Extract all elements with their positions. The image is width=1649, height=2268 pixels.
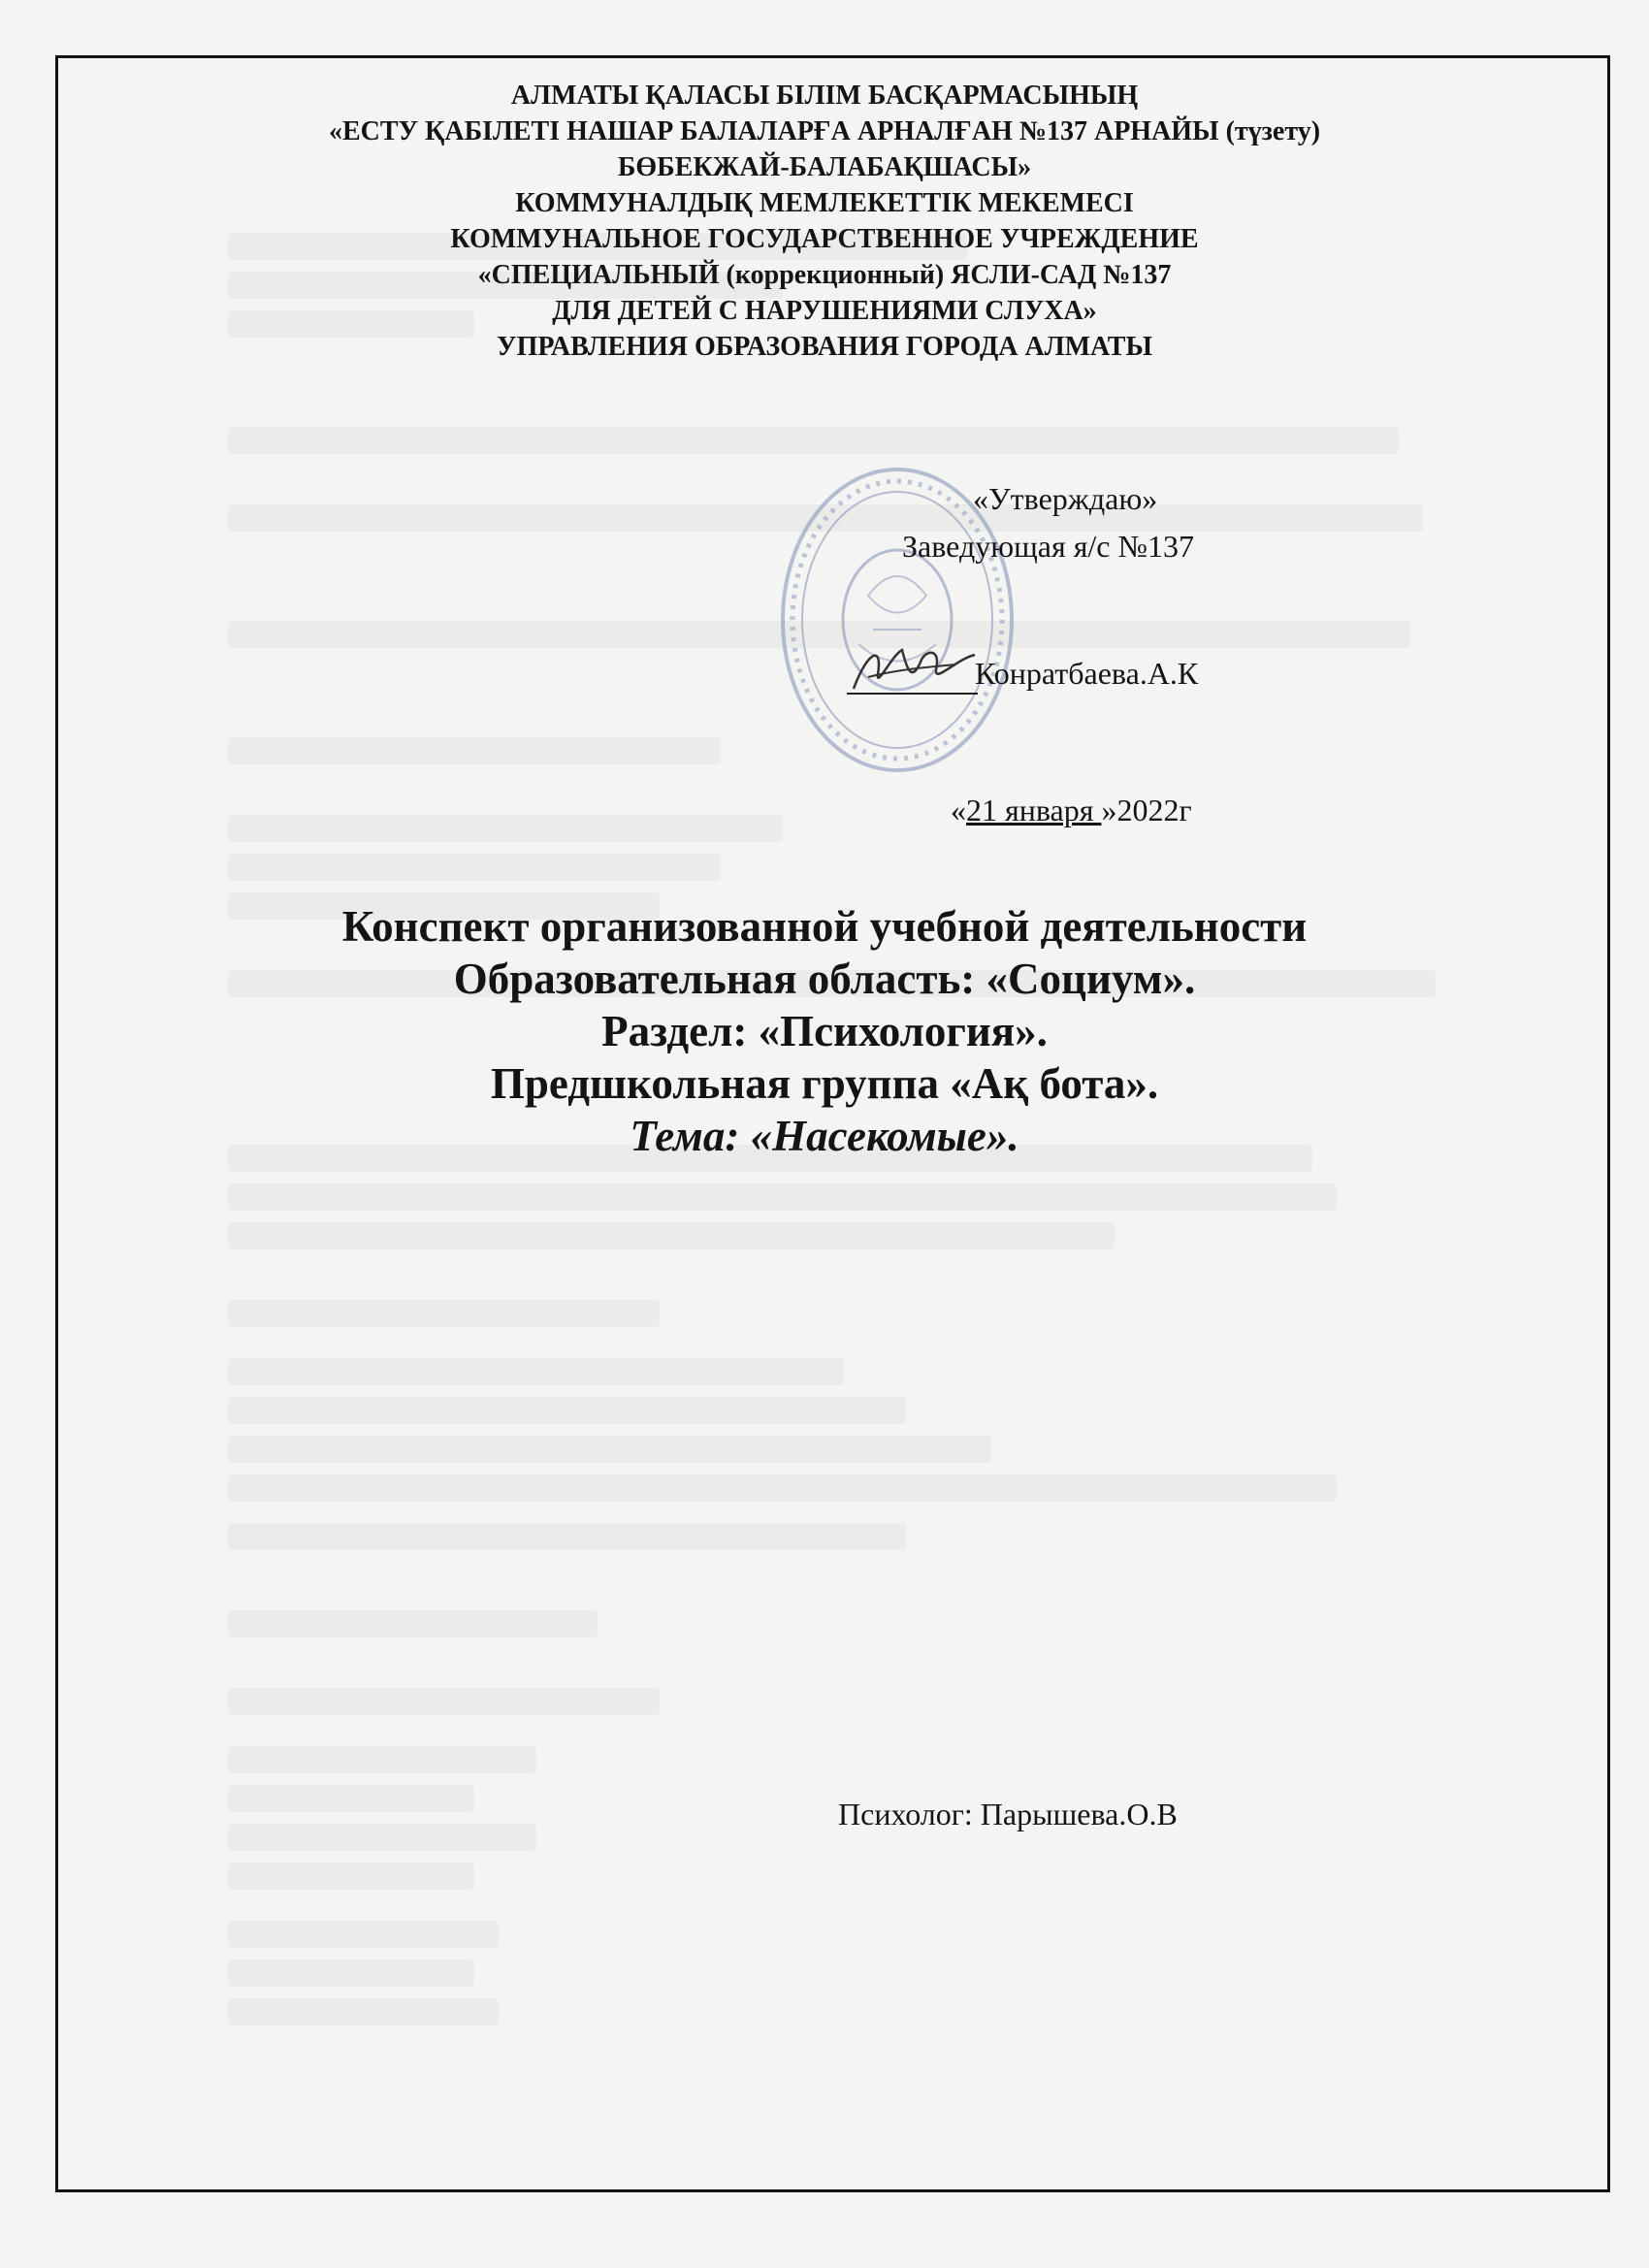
- header-line: «СПЕЦИАЛЬНЫЙ (коррекционный) ЯСЛИ-САД №137: [477, 260, 1172, 290]
- header-line: АЛМАТЫ ҚАЛАСЫ БІЛІМ БАСҚАРМАСЫНЫҢ: [510, 81, 1139, 111]
- header-line: КОММУНАЛДЫҚ МЕМЛЕКЕТТІК МЕКЕМЕСІ: [515, 188, 1134, 218]
- header-line: УПРАВЛЕНИЯ ОБРАЗОВАНИЯ ГОРОДА АЛМАТЫ: [497, 332, 1152, 362]
- approval-position: Заведующая я/с №137: [902, 529, 1195, 564]
- date-underlined: 21 января: [966, 793, 1102, 827]
- header-line: КОММУНАЛЬНОЕ ГОСУДАРСТВЕННОЕ УЧРЕЖДЕНИЕ: [450, 224, 1199, 254]
- approval-name: Конратбаева.А.К: [975, 656, 1199, 691]
- signature-line: [847, 693, 978, 695]
- title-line: Раздел: «Психология».: [601, 1007, 1048, 1055]
- approval-title: «Утверждаю»: [973, 481, 1158, 516]
- document-title: [146, 900, 1504, 1162]
- header-line: БӨБЕКЖАЙ-БАЛАБАҚШАСЫ»: [617, 152, 1032, 182]
- psychologist: Психолог: Парышева.О.В: [838, 1797, 1178, 1831]
- date-open-quote: «: [951, 793, 966, 827]
- title-line: Образовательная область: «Социум».: [453, 955, 1196, 1003]
- header-line: «ЕСТУ ҚАБІЛЕТІ НАШАР БАЛАЛАРҒА АРНАЛҒАН №137 АРНАЙЫ (түзету): [328, 116, 1321, 146]
- title-line: Конспект организованной учебной деятельности: [341, 902, 1308, 951]
- date-close: »2022г: [1101, 793, 1192, 827]
- topic-line: Тема: «Насекомые».: [630, 1112, 1019, 1160]
- approval-date: [951, 793, 1192, 828]
- header-line: ДЛЯ ДЕТЕЙ С НАРУШЕНИЯМИ СЛУХА»: [552, 296, 1097, 326]
- organization-header: [146, 78, 1504, 365]
- title-line: Предшкольная группа «Ақ бота».: [490, 1059, 1159, 1108]
- signature-icon: [849, 640, 980, 698]
